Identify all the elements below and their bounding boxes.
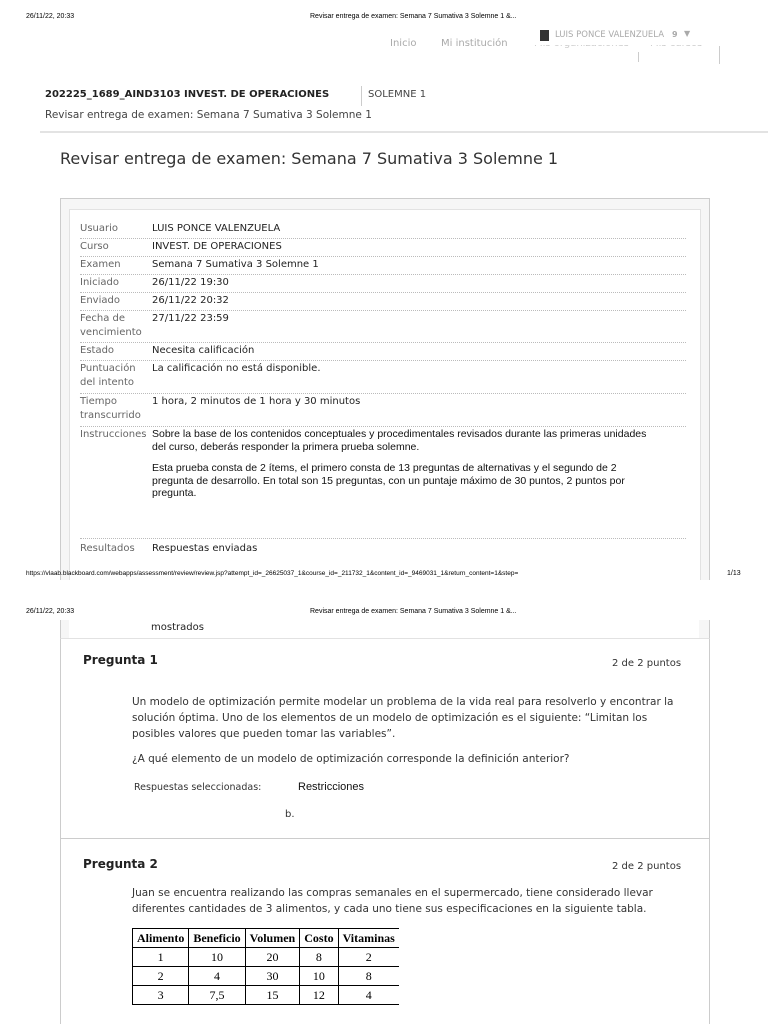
detail-value: LUIS PONCE VALENZUELA [152,223,281,234]
header-divider [361,86,362,106]
table-cell: 1 [133,948,189,967]
table-header: Volumen [245,929,300,948]
detail-value: 1 hora, 2 minutos de 1 hora y 30 minutos [152,396,361,407]
page-title: Revisar entrega de examen: Semana 7 Sumativa 3 Solemne 1 [60,149,559,168]
detail-label: Fecha de vencimiento [80,313,142,338]
table-cell: 7,5 [189,986,245,1005]
resultados-continued: mostrados [151,622,204,633]
avatar [540,30,549,41]
table-cell: 30 [245,967,300,986]
table-cell: 4 [338,986,399,1005]
detail-label: Enviado [80,295,120,306]
instructions-text [152,428,657,500]
table-row [133,967,399,986]
nav-mi-institucion[interactable]: Mi institución [441,38,508,49]
table-header: Costo [300,929,338,948]
print-page-2 [0,598,768,1024]
detail-label: Resultados [80,543,135,554]
table-header: Beneficio [189,929,245,948]
detail-row-tiempo [80,393,686,427]
question-title: Pregunta 1 [83,653,158,667]
breadcrumb: Revisar entrega de examen: Semana 7 Sumativa 3 Solemne 1 [45,109,372,121]
question-points: 2 de 2 puntos [612,861,682,872]
answer-value: Restricciones [298,781,365,793]
detail-row-examen [80,256,686,275]
table-cell: 12 [300,986,338,1005]
print-datetime: 26/11/22, 20:33 [26,608,75,615]
instructions-paragraph: Sobre la base de los contenidos conceptuales y procedimentales revisados durante las primeras unidades del curso, deberás responder la primera prueba solemne. [152,428,647,453]
user-name: LUIS PONCE VALENZUELA [555,30,665,40]
table-cell: 8 [338,967,399,986]
table-cell: 20 [245,948,300,967]
detail-value: 26/11/22 19:30 [152,277,229,288]
table-cell: 8 [300,948,338,967]
table-cell: 15 [245,986,300,1005]
detail-value: INVEST. DE OPERACIONES [152,241,282,252]
attempt-details [69,620,699,638]
table-cell: 2 [133,967,189,986]
table-cell: 3 [133,986,189,1005]
table-row [133,948,399,967]
question-text: Juan se encuentra realizando las compras semanales en el supermercado, tiene considerado llevar diferentes cantidades de 3 alimentos, y cada uno tiene sus especificaciones en la siguiente tabla. [132,887,653,915]
print-url: https://vlaab.blackboard.com/webapps/assessment/review/review.jsp?attempt_id=_26625037_1&course_id=_211732_1&content_id=_9469031_1&return_content=1&step= [26,570,519,577]
attempt-details-panel [60,620,710,638]
detail-label: Examen [80,259,121,270]
question-prompt: ¿A qué elemento de un modelo de optimización corresponde la definición anterior? [132,753,570,765]
nav-divider [719,46,720,64]
table-header-row [133,929,399,948]
question-1 [60,638,710,840]
print-title: Revisar entrega de examen: Semana 7 Sumativa 3 Solemne 1 &... [310,608,517,615]
course-code[interactable]: 202225_1689_AIND3103 INVEST. DE OPERACIONES [45,89,330,100]
table-header: Vitaminas [338,929,399,948]
detail-row-enviado [80,292,686,311]
table-cell: 10 [189,948,245,967]
answer-label: Respuestas seleccionadas: [134,782,262,793]
detail-row-curso [80,238,686,257]
course-section[interactable]: SOLEMNE 1 [368,89,427,100]
detail-row-estado [80,342,686,361]
nav-divider [638,52,639,62]
detail-label: Estado [80,345,115,356]
table-cell: 2 [338,948,399,967]
detail-row-usuario [80,220,686,239]
detail-row-vencimiento [80,310,686,343]
question-text: Un modelo de optimización permite modelar un problema de la vida real para resolverlo y encontrar la solución óptima. Uno de los elementos de un modelo de optimización es el siguiente: “Limitan los posibles valores que pueden tomar las variables”. [132,696,674,740]
notification-count[interactable]: 9 [672,30,678,39]
detail-row-puntuacion [80,360,686,394]
detail-value: Semana 7 Sumativa 3 Solemne 1 [152,259,319,270]
attempt-details [69,209,701,580]
print-title: Revisar entrega de examen: Semana 7 Sumativa 3 Solemne 1 &... [310,13,517,20]
detail-label: Usuario [80,223,119,234]
header-separator [40,131,768,133]
detail-label: Instrucciones [80,429,147,440]
table-cell: 4 [189,967,245,986]
print-page-number: 1/13 [727,570,741,577]
detail-value: La calificación no está disponible. [152,363,321,374]
detail-row-instrucciones [80,426,686,539]
print-datetime: 26/11/22, 20:33 [26,13,75,20]
detail-row-iniciado [80,274,686,293]
detail-label: Curso [80,241,109,252]
detail-label: Puntuación del intento [80,363,136,388]
detail-label: Iniciado [80,277,119,288]
detail-value: Respuestas enviadas [152,543,258,554]
table-row [133,986,399,1005]
detail-label: Tiempo transcurrido [80,396,141,421]
detail-value: Necesita calificación [152,345,255,356]
nav-inicio[interactable]: Inicio [390,38,417,49]
user-menu[interactable] [534,27,720,45]
food-table [132,928,399,1005]
chevron-down-icon[interactable]: ▼ [684,29,691,38]
table-header: Alimento [133,929,189,948]
table-cell: 10 [300,967,338,986]
question-points: 2 de 2 puntos [612,658,682,669]
detail-value: 27/11/22 23:59 [152,313,229,324]
answer-letter: b. [285,809,295,820]
attempt-details-panel [60,198,710,580]
question-title: Pregunta 2 [83,857,158,871]
instructions-paragraph: Esta prueba consta de 2 ítems, el primero consta de 13 preguntas de alternativas y el segundo de 2 pregunta de desarrollo. En total son 15 preguntas, con un puntaje máximo de 30 puntos, 2 puntos por pregunta. [152,462,625,499]
detail-value: 26/11/22 20:32 [152,295,229,306]
